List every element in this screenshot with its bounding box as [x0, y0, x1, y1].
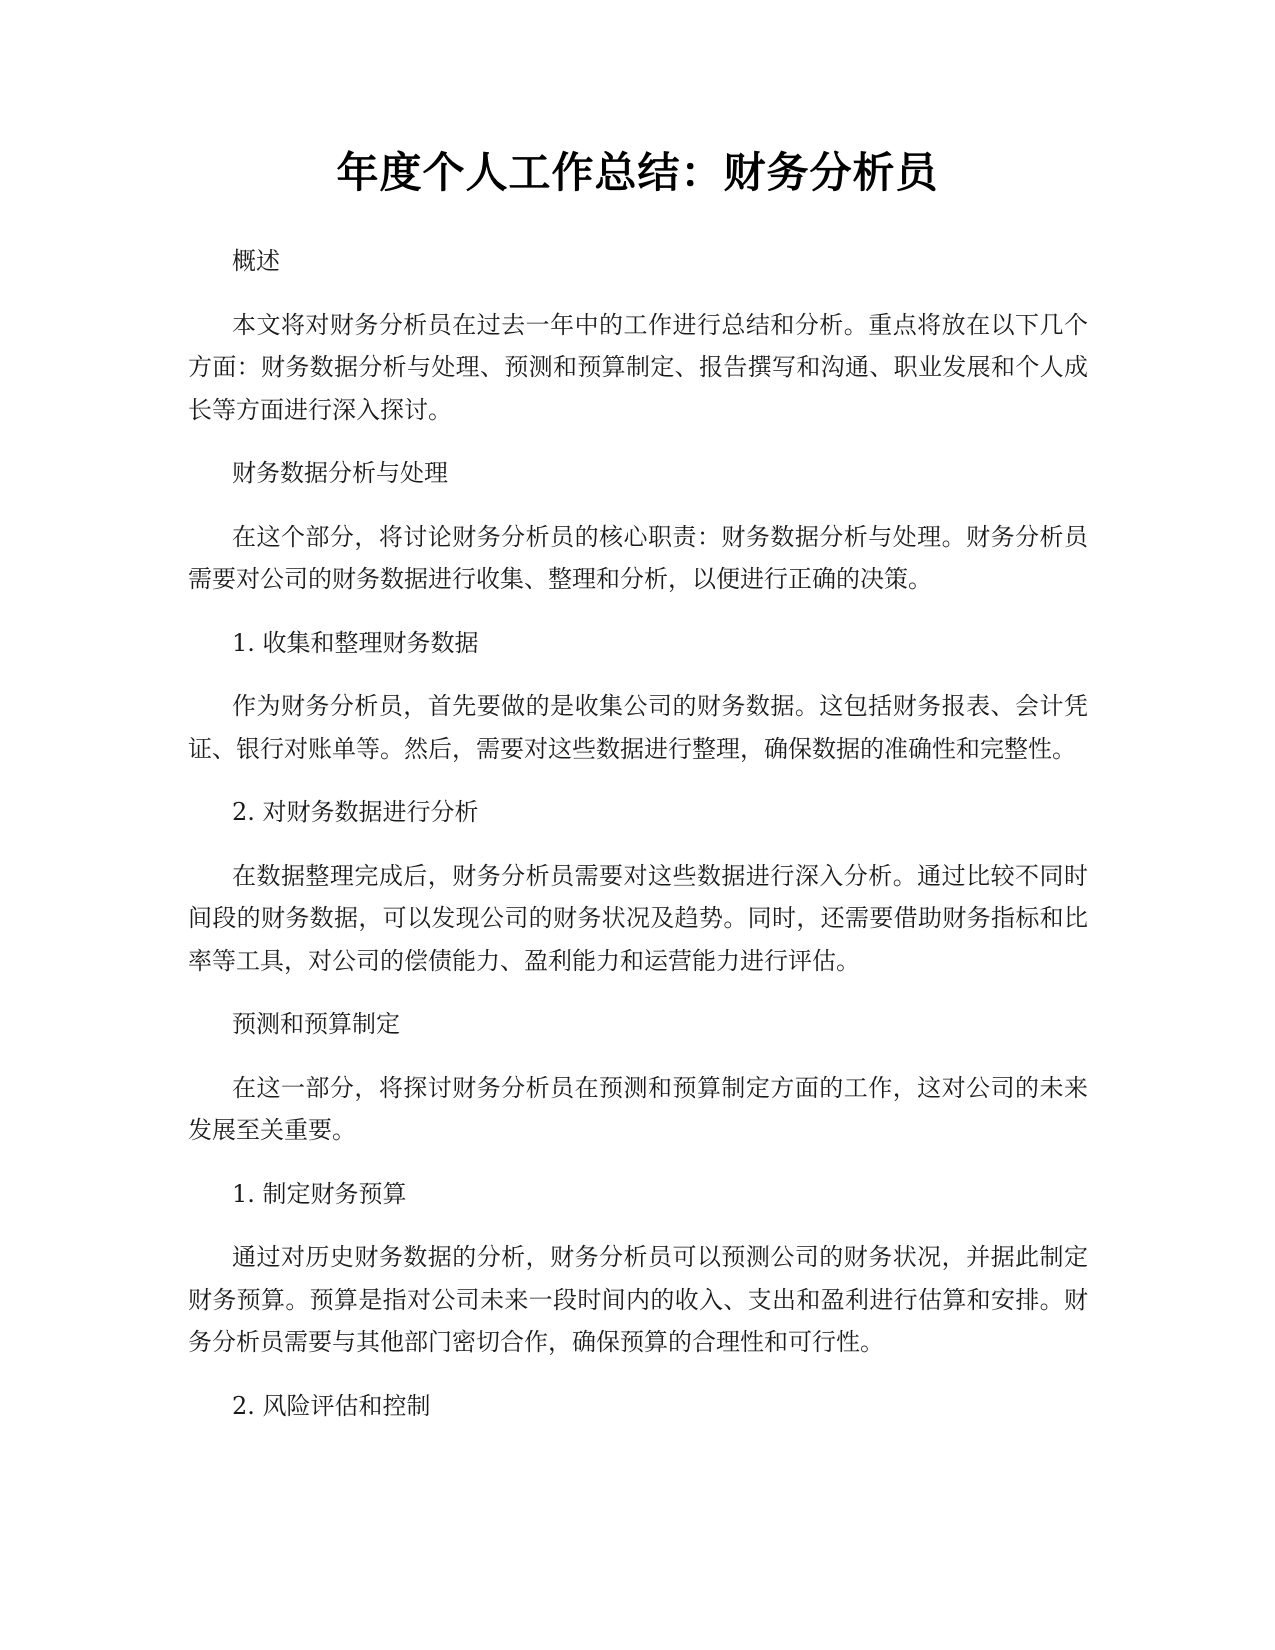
- subheading-risk: 2. 风险评估和控制: [232, 1391, 431, 1420]
- section-heading-data-analysis: 财务数据分析与处理: [232, 459, 448, 487]
- paragraph-overview: 本文将对财务分析员在过去一年中的工作进行总结和分析。重点将放在以下几个方面：财务数据分析与处理、预测和预算制定、报告撰写和沟通、职业发展和个人成长等方面进行深入探讨。: [188, 310, 1088, 424]
- section-heading-overview: 概述: [232, 247, 280, 275]
- paragraph-analyze-data: 在数据整理完成后，财务分析员需要对这些数据进行深入分析。通过比较不同时间段的财务数据，可以发现公司的财务状况及趋势。同时，还需要借助财务指标和比率等工具，对公司的偿债能力、盈利能力和运营能力进行评估。: [188, 861, 1088, 975]
- paragraph-collect-data: 作为财务分析员，首先要做的是收集公司的财务数据。这包括财务报表、会计凭证、银行对账单等。然后，需要对这些数据进行整理，确保数据的准确性和完整性。: [188, 692, 1088, 763]
- paragraph-budget: 通过对历史财务数据的分析，财务分析员可以预测公司的财务状况，并据此制定财务预算。预算是指对公司未来一段时间内的收入、支出和盈利进行估算和安排。财务分析员需要与其他部门密切合作，确保预算的合理性和可行性。: [188, 1243, 1088, 1356]
- document-title: 年度个人工作总结：财务分析员: [336, 148, 939, 197]
- paragraph-forecast-budget: 在这一部分，将探讨财务分析员在预测和预算制定方面的工作，这对公司的未来发展至关重要。: [188, 1073, 1088, 1144]
- subheading-budget: 1. 制定财务预算: [232, 1179, 407, 1208]
- section-heading-forecast-budget: 预测和预算制定: [232, 1010, 400, 1038]
- subheading-analyze-data: 2. 对财务数据进行分析: [232, 798, 479, 826]
- subheading-collect-data: 1. 收集和整理财务数据: [232, 628, 479, 657]
- paragraph-data-analysis: 在这个部分，将讨论财务分析员的核心职责：财务数据分析与处理。财务分析员需要对公司的财务数据进行收集、整理和分析，以便进行正确的决策。: [188, 522, 1088, 593]
- document-body: [188, 240, 1088, 1448]
